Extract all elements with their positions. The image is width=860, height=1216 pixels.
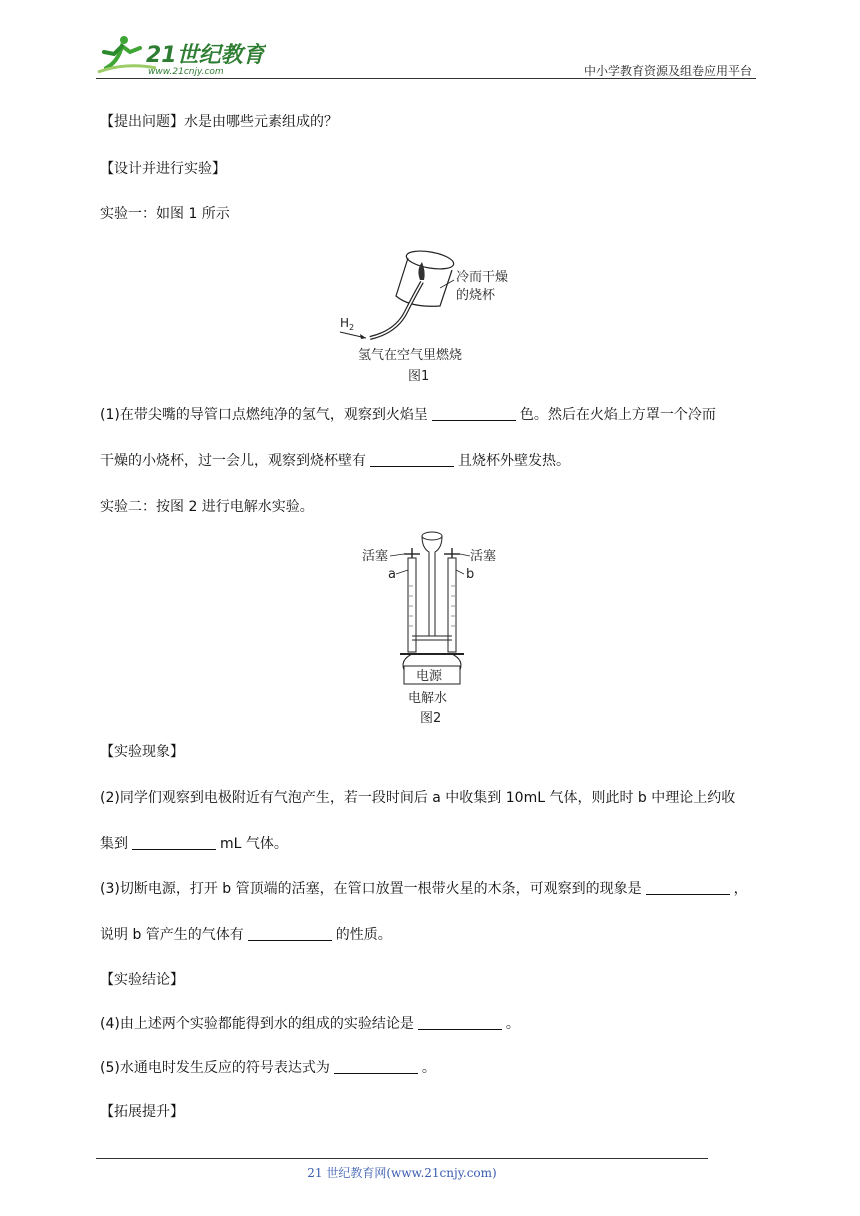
valve-label-left: 活塞: [362, 549, 389, 564]
tube-b-label: b: [466, 567, 475, 582]
figure-1: [336, 240, 526, 390]
valve-label-right: 活塞: [470, 549, 497, 564]
power-label: 电源: [416, 669, 443, 684]
figure-2: [360, 526, 500, 726]
funnel-icon: [422, 532, 442, 636]
beaker-icon: [396, 248, 455, 306]
exp1-intro: 实验一：如图 1 所示: [100, 206, 230, 222]
q3-line-2: 说明 b 管产生的气体有 的性质。: [100, 927, 392, 943]
beaker-label-1: 冷而干燥: [456, 270, 509, 285]
gas-tube: [370, 282, 422, 338]
q5-blank-equation: [334, 1059, 418, 1074]
site-logo: [96, 32, 266, 76]
section-phenomena: 【实验现象】: [100, 744, 184, 760]
logo-text: 21世纪教育: [146, 43, 265, 68]
page-header: [96, 30, 756, 80]
header-divider: [96, 78, 756, 79]
q2-blank-volume: [132, 835, 216, 850]
q1-blank-color: [432, 406, 516, 421]
q2-line-2: 集到 mL 气体。: [100, 836, 288, 852]
section-conclusion: 【实验结论】: [100, 972, 184, 988]
flame-icon: [418, 262, 424, 280]
exp2-intro: 实验二：按图 2 进行电解水实验。: [100, 499, 314, 515]
q1-line-1: (1)在带尖嘴的导管口点燃纯净的氢气，观察到火焰呈 色。然后在火焰上方罩一个冷而: [100, 407, 716, 423]
figure2-caption: 电解水: [408, 691, 448, 706]
section-question: 【提出问题】水是由哪些元素组成的？: [100, 114, 338, 130]
logo-url: www.21cnjy.com: [148, 67, 224, 76]
q3-blank-phenomenon: [646, 880, 730, 895]
q3-blank-property: [248, 926, 332, 941]
q1-blank-wall: [370, 452, 454, 467]
q4-blank-conclusion: [418, 1015, 502, 1030]
q2-line-1: (2)同学们观察到电极附近有气泡产生，若一段时间后 a 中收集到 10mL 气体，则此时 b 中理论上约收: [100, 790, 736, 806]
gas-label: H: [340, 316, 350, 330]
q4-line: (4)由上述两个实验都能得到水的组成的实验结论是 。: [100, 1016, 520, 1032]
figure1-caption: 氢气在空气里燃烧: [358, 348, 463, 363]
section-design: 【设计并进行实验】: [100, 161, 226, 177]
q5-line: (5)水通电时发生反应的符号表达式为 。: [100, 1060, 436, 1076]
tube-a-label: a: [388, 567, 396, 582]
header-tagline: 中小学教育资源及组卷应用平台: [583, 64, 752, 78]
section-extension: 【拓展提升】: [100, 1104, 184, 1120]
gas-subscript: 2: [349, 323, 355, 332]
figure1-number: 图1: [408, 369, 430, 384]
q1-line-2: 干燥的小烧杯，过一会儿，观察到烧杯壁有 且烧杯外壁发热。: [100, 453, 570, 469]
q3-line-1: (3)切断电源，打开 b 管顶端的活塞，在管口放置一根带火星的木条，可观察到的现象是 ，: [100, 881, 748, 897]
page-footer: 21 世纪教育网(www.21cnjy.com): [307, 1166, 497, 1180]
beaker-label-2: 的烧杯: [456, 288, 496, 303]
footer-divider: [96, 1158, 708, 1159]
valve-icon: [404, 548, 460, 558]
figure2-number: 图2: [420, 711, 442, 726]
